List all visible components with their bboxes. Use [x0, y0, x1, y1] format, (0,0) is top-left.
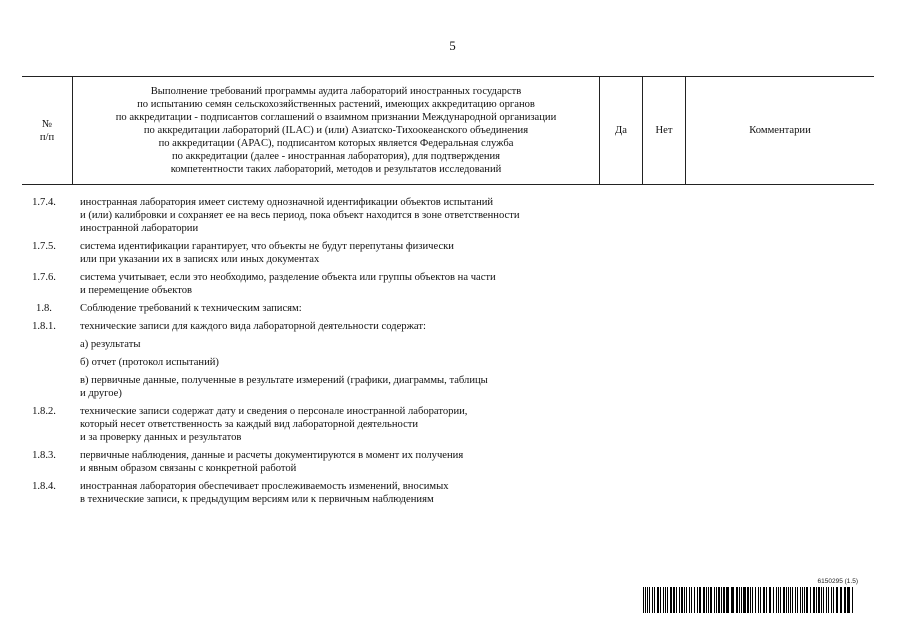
- barcode-label: 6150295 (1.5): [817, 578, 858, 585]
- item-text-line: и (или) калибровки и сохраняет ее на весь период, пока объект находится в зоне ответственности: [80, 210, 520, 221]
- header-table: [22, 76, 874, 185]
- header-num-cell: [22, 77, 73, 185]
- item-text: [66, 240, 454, 266]
- item-text: [66, 320, 426, 333]
- list-item: [22, 480, 882, 506]
- item-text-line: иностранная лаборатория имеет систему однозначной идентификации объектов испытаний: [80, 197, 494, 208]
- list-item: [22, 405, 882, 444]
- item-number: 1.7.6.: [32, 272, 56, 283]
- item-text-line: технические записи содержат дату и сведения о персонале иностранной лаборатории,: [80, 406, 468, 417]
- item-number: [22, 356, 66, 369]
- list-item: [22, 449, 882, 475]
- header-req-line: по аккредитации лабораторий (ILAC) и (или) Азиатско-Тихоокеанского объединения: [143, 125, 529, 136]
- item-number: 1.7.5.: [32, 241, 56, 252]
- header-req-line: Выполнение требований программы аудита лабораторий иностранных государств: [150, 86, 522, 97]
- header-yes-cell: Да: [600, 77, 643, 185]
- list-item: [22, 240, 882, 266]
- item-text: [66, 302, 302, 315]
- item-text-line: технические записи для каждого вида лабораторной деятельности содержат:: [80, 321, 426, 332]
- list-item: [22, 196, 882, 235]
- list-item: [22, 271, 882, 297]
- list-item: [22, 356, 882, 369]
- item-text-line: система учитывает, если это необходимо, разделение объекта или группы объектов на части: [80, 272, 496, 283]
- item-number: [22, 338, 66, 351]
- item-text: [66, 338, 140, 351]
- item-text-line: который несет ответственность за каждый вид лабораторной деятельности: [80, 419, 419, 430]
- item-text-line: б) отчет (протокол испытаний): [80, 357, 219, 368]
- page-number: 5: [449, 38, 456, 53]
- item-number: 1.8.3.: [32, 450, 56, 461]
- item-text-line: в) первичные данные, полученные в результате измерений (графики, диаграммы, таблицы: [80, 375, 488, 386]
- item-text-line: а) результаты: [80, 339, 141, 350]
- header-req-line: по аккредитации - подписантов соглашений о взаимном признании Международной организации: [115, 112, 557, 123]
- barcode-block: [643, 578, 858, 613]
- list-item: [22, 302, 882, 315]
- item-text-line: и другое): [80, 388, 122, 399]
- item-text-line: или при указании их в записях или иных документах: [80, 254, 320, 265]
- item-text-line: система идентификации гарантирует, что объекты не будут перепутаны физически: [80, 241, 454, 252]
- item-number: 1.8.4.: [32, 481, 56, 492]
- header-req-line: компетентности таких лабораторий, методов и результатов исследований: [170, 164, 502, 175]
- header-req-line: по аккредитации (далее - иностранная лаборатория), для подтверждения: [171, 151, 501, 162]
- item-text: [66, 405, 467, 444]
- header-comments-cell: Комментарии: [686, 77, 875, 185]
- header-num-label: №: [41, 118, 53, 130]
- item-text-line: и явным образом связаны с конкретной работой: [80, 463, 297, 474]
- item-text-line: Соблюдение требований к техническим записям:: [80, 303, 302, 314]
- requirements-list: [22, 196, 882, 511]
- item-text-line: первичные наблюдения, данные и расчеты документируются в момент их получения: [80, 450, 464, 461]
- item-text-line: в технические записи, к предыдущим версиям или к первичным наблюдениям: [80, 494, 434, 505]
- item-text-line: иностранной лаборатории: [80, 223, 199, 234]
- item-number: 1.7.4.: [32, 197, 56, 208]
- item-number: 1.8.2.: [32, 406, 56, 417]
- list-item: [22, 374, 882, 400]
- item-number: 1.8.1.: [32, 321, 56, 332]
- item-text-line: и перемещение объектов: [80, 285, 193, 296]
- item-text-line: и за проверку данных и результатов: [80, 432, 242, 443]
- barcode-icon: [643, 587, 858, 613]
- item-text: [66, 196, 520, 235]
- item-text: [66, 374, 488, 400]
- item-text: [66, 449, 463, 475]
- header-req-line: по аккредитации (APAC), подписантом которых является Федеральная служба: [158, 138, 514, 149]
- item-number: 1.8.: [36, 303, 52, 314]
- item-number: [22, 374, 66, 400]
- header-no-cell: Нет: [643, 77, 686, 185]
- header-num-sublabel: п/п: [39, 131, 55, 143]
- list-item: [22, 320, 882, 333]
- item-text: [66, 356, 219, 369]
- item-text: [66, 271, 496, 297]
- item-text-line: иностранная лаборатория обеспечивает прослеживаемость изменений, вносимых: [80, 481, 449, 492]
- item-text: [66, 480, 449, 506]
- header-req-line: по испытанию семян сельскохозяйственных растений, имеющих аккредитацию органов: [137, 99, 535, 110]
- header-requirements-cell: [73, 77, 600, 185]
- list-item: [22, 338, 882, 351]
